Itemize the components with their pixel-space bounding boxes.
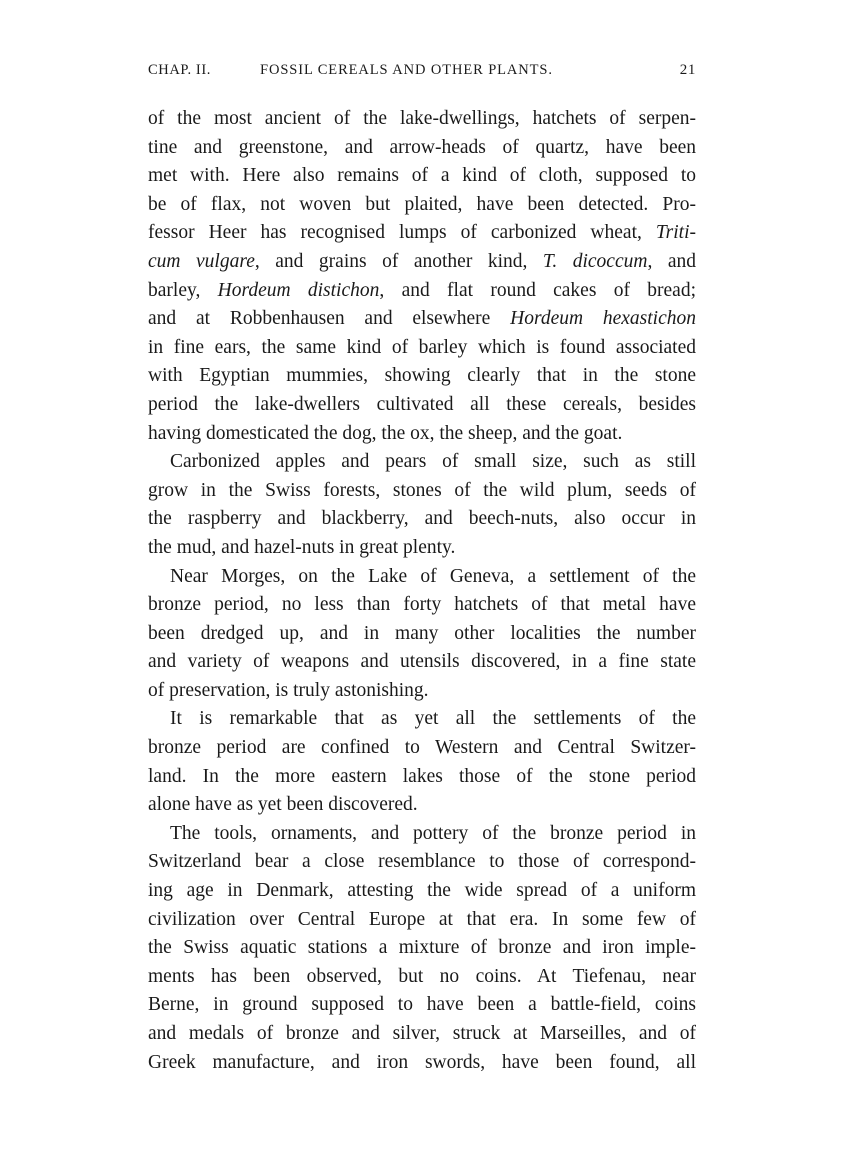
text-line: It is remarkable that as yet all the settlements of the bbox=[170, 708, 696, 730]
page-number: 21 bbox=[679, 62, 696, 78]
text-line: bronze period, no less than forty hatchets of that metal have bbox=[148, 594, 696, 616]
italic-term: Hordeum distichon bbox=[217, 279, 380, 301]
text-line: Carbonized apples and pears of small size, such as still bbox=[170, 451, 696, 473]
text-line: of preservation, is truly astonishing. bbox=[148, 679, 429, 701]
text-line: having domesticated the dog, the ox, the sheep, and the goat. bbox=[148, 422, 623, 444]
text-line: of the most ancient of the lake-dwellings, hatchets of serpen- bbox=[148, 108, 696, 129]
text-line: been dredged up, and in many other localities the number bbox=[148, 622, 696, 644]
text-line: period the lake-dwellers cultivated all these cereals, besides bbox=[148, 393, 696, 415]
text-line: The tools, ornaments, and pottery of the bronze period in bbox=[170, 822, 696, 844]
text-line: barley, Hordeum distichon, and flat round cakes of bread; bbox=[148, 279, 696, 301]
text-line: the raspberry and blackberry, and beech-nuts, also occur in bbox=[148, 508, 696, 530]
text-line: ing age in Denmark, attesting the wide spread of a uniform bbox=[148, 880, 696, 902]
text-line: the Swiss aquatic stations a mixture of bronze and iron imple- bbox=[148, 937, 696, 959]
text-line: and variety of weapons and utensils discovered, in a fine state bbox=[148, 651, 696, 673]
text-line: the mud, and hazel-nuts in great plenty. bbox=[148, 536, 456, 558]
running-head bbox=[148, 62, 696, 86]
italic-term: Triti- bbox=[655, 222, 696, 244]
text-line: cum vulgare, and grains of another kind, T. dicoccum, and bbox=[148, 250, 696, 272]
chapter-label: CHAP. II. bbox=[148, 62, 212, 78]
chapter-title: FOSSIL CEREALS AND OTHER PLANTS. bbox=[260, 62, 553, 78]
italic-term: Hordeum hexastichon bbox=[510, 308, 696, 330]
text-line: ments has been observed, but no coins. At Tiefenau, near bbox=[148, 965, 696, 987]
text-line: met with. Here also remains of a kind of cloth, supposed to bbox=[148, 165, 696, 187]
text-line: Greek manufacture, and iron swords, have been found, all bbox=[148, 1051, 696, 1073]
text-line: Berne, in ground supposed to have been a battle-field, coins bbox=[148, 994, 696, 1016]
text-line: land. In the more eastern lakes those of the stone period bbox=[148, 765, 696, 787]
text-line: grow in the Swiss forests, stones of the wild plum, seeds of bbox=[148, 479, 696, 501]
italic-term: cum vulgare bbox=[148, 250, 255, 272]
text-line: fessor Heer has recognised lumps of carbonized wheat, Triti- bbox=[148, 222, 696, 244]
text-line: in fine ears, the same kind of barley which is found associated bbox=[148, 336, 696, 358]
text-line: be of flax, not woven but plaited, have been detected. Pro- bbox=[148, 193, 696, 215]
text-line: Near Morges, on the Lake of Geneva, a settlement of the bbox=[170, 565, 696, 587]
text-line: bronze period are confined to Western and Central Switzer- bbox=[148, 737, 696, 759]
text-line: Switzerland bear a close resemblance to those of correspond- bbox=[148, 851, 696, 873]
text-line: and medals of bronze and silver, struck at Marseilles, and of bbox=[148, 1023, 696, 1044]
text-line: with Egyptian mummies, showing clearly that in the stone bbox=[148, 365, 696, 387]
body-text bbox=[148, 105, 696, 1077]
text-line: and at Robbenhausen and elsewhere Hordeum hexastichon bbox=[148, 308, 696, 330]
text-line: civilization over Central Europe at that era. In some few of bbox=[148, 908, 696, 930]
text-line: tine and greenstone, and arrow-heads of quartz, have been bbox=[148, 136, 696, 158]
italic-term: T. dicoccum bbox=[542, 250, 648, 272]
text-line: alone have as yet been discovered. bbox=[148, 794, 418, 816]
